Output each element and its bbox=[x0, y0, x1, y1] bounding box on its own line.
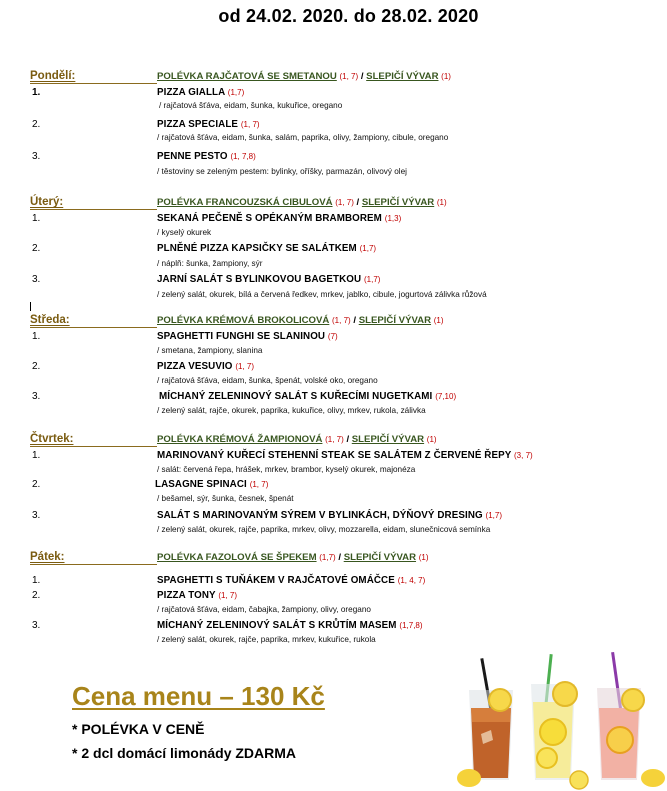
dish-name: PIZZA SPECIALE bbox=[157, 119, 239, 130]
dish-name: PIZZA GIALLA bbox=[157, 87, 225, 98]
dish-description: / zelený salát, okurek, bílá a červená ředkev, mrkev, jablko, cibule, jogurtová zálivka růžová bbox=[157, 290, 487, 299]
text-cursor bbox=[30, 302, 31, 311]
soup-separator: / bbox=[356, 197, 360, 208]
dish-description: / bešamel, sýr, šunka, česnek, špenát bbox=[157, 494, 294, 503]
dish-description: / kyselý okurek bbox=[157, 228, 212, 237]
dish-name: PLNĚNÉ PIZZA KAPSIČKY SE SALÁTKEM bbox=[157, 243, 357, 254]
menu-price: Cena menu – 130 Kč bbox=[72, 681, 325, 711]
day-label-thursday: Čtvrtek: bbox=[30, 433, 74, 445]
dish-number: 2. bbox=[32, 361, 41, 372]
lemonade-glass-icon bbox=[531, 682, 577, 780]
dish-name: SALÁT S MARINOVANÝM SÝREM V BYLINKÁCH, DÝŇOVÝ DRESING bbox=[157, 510, 483, 521]
note-soup-included: * POLÉVKA V CENĚ bbox=[72, 721, 205, 737]
day-label-friday: Pátek: bbox=[30, 551, 65, 563]
dish-name-tuesday-1 bbox=[157, 213, 401, 224]
dish-name: SPAGHETTI S TUŇÁKEM V RAJČATOVÉ OMÁČCE bbox=[157, 575, 395, 586]
soup-line-monday bbox=[157, 71, 451, 82]
menu-date-range bbox=[0, 6, 667, 27]
lemonade-glasses-icon bbox=[455, 650, 665, 790]
dish-name-thursday-1 bbox=[157, 450, 533, 461]
dish-description: / zelený salát, rajče, okurek, paprika, kukuřice, olivy, mrkev, rukola, zálivka bbox=[157, 406, 426, 415]
soup-line-thursday bbox=[157, 434, 437, 445]
dish-name-friday-2 bbox=[157, 590, 237, 601]
day-label-tuesday: Úterý: bbox=[30, 196, 64, 208]
day-rule-monday bbox=[30, 83, 157, 84]
soup-name: POLÉVKA RAJČATOVÁ SE SMETANOU bbox=[157, 71, 337, 82]
dish-number: 3. bbox=[32, 510, 41, 521]
dish-allergens: (1, 7) bbox=[235, 362, 255, 371]
broth-allergens: (1) bbox=[418, 553, 429, 562]
dish-number: 1. bbox=[32, 213, 41, 224]
dish-name-thursday-2 bbox=[155, 479, 268, 490]
dish-description: / náplň: šunka, žampiony, sýr bbox=[157, 259, 263, 268]
dish-allergens: (1,7) bbox=[363, 275, 381, 284]
dish-allergens: (1,7) bbox=[359, 244, 377, 253]
dish-allergens: (7,10) bbox=[435, 392, 457, 401]
dish-number: 3. bbox=[32, 620, 41, 631]
dish-number: 1. bbox=[32, 450, 41, 461]
dish-name-monday-1 bbox=[157, 87, 244, 98]
day-label-wednesday: Středa: bbox=[30, 314, 70, 326]
dish-number: 1. bbox=[32, 331, 41, 342]
soup-separator: / bbox=[346, 434, 350, 445]
iced-tea-glass-icon bbox=[469, 689, 513, 780]
dish-name-monday-3 bbox=[157, 151, 256, 162]
dish-name-wednesday-1 bbox=[157, 331, 338, 342]
dish-allergens: (1,7) bbox=[227, 88, 245, 97]
broth-name: SLEPIČÍ VÝVAR bbox=[361, 197, 435, 208]
day-rule-friday bbox=[30, 564, 157, 565]
dish-allergens: (7) bbox=[327, 332, 338, 341]
dish-name-friday-3 bbox=[157, 620, 423, 631]
dish-name: LASAGNE SPINACI bbox=[155, 479, 247, 490]
menu-date-range-text: od 24.02. 2020. do 28.02. 2020 bbox=[218, 6, 479, 26]
soup-allergens: (1, 7) bbox=[325, 435, 344, 444]
soup-name: POLÉVKA KRÉMOVÁ BROKOLICOVÁ bbox=[157, 315, 330, 326]
dish-description: / zelený salát, okurek, rajče, paprika, mrkev, olivy, mozzarella, eidam, slunečnicová semínka bbox=[157, 525, 491, 534]
dish-description: / salát: červená řepa, hrášek, mrkev, brambor, kyselý okurek, majonéza bbox=[157, 465, 416, 474]
broth-name: SLEPIČÍ VÝVAR bbox=[343, 552, 417, 563]
dish-name: PENNE PESTO bbox=[157, 151, 228, 162]
note-free-lemonade: * 2 dcl domácí limonády ZDARMA bbox=[72, 745, 297, 761]
dish-name: SEKANÁ PEČENĚ S OPÉKANÝM BRAMBOREM bbox=[157, 213, 382, 224]
dish-description: / rajčatová šťáva, eidam, čabajka, žampiony, olivy, oregano bbox=[157, 605, 371, 614]
dish-allergens: (1, 7) bbox=[218, 591, 238, 600]
dish-allergens: (1,3) bbox=[384, 214, 402, 223]
broth-name: SLEPIČÍ VÝVAR bbox=[366, 71, 439, 82]
soup-separator: / bbox=[353, 315, 357, 326]
dish-allergens: (1, 7) bbox=[249, 480, 269, 489]
dish-number: 1. bbox=[32, 87, 41, 98]
dish-name: PIZZA TONY bbox=[157, 590, 216, 601]
dish-number: 2. bbox=[32, 243, 41, 254]
dish-allergens: (3, 7) bbox=[514, 451, 533, 460]
soup-separator: / bbox=[360, 71, 364, 82]
dish-name-monday-2 bbox=[157, 119, 260, 130]
dish-description: / smetana, žampiony, slanina bbox=[157, 346, 263, 355]
soup-line-tuesday bbox=[157, 197, 447, 208]
soup-separator: / bbox=[338, 552, 342, 563]
pink-lemonade-glass-icon bbox=[597, 688, 644, 780]
dish-number: 2. bbox=[32, 119, 41, 130]
dish-number: 1. bbox=[32, 575, 41, 586]
soup-name: POLÉVKA FAZOLOVÁ SE ŠPEKEM bbox=[157, 552, 317, 563]
dish-description: / zelený salát, okurek, rajče, paprika, mrkev, kukuřice, rukola bbox=[157, 635, 376, 644]
dish-name: MÍCHANÝ ZELENINOVÝ SALÁT S KUŘECÍMI NUGETKAMI bbox=[159, 391, 433, 402]
day-label-monday: Pondělí: bbox=[30, 70, 76, 82]
dish-number: 3. bbox=[32, 391, 41, 402]
broth-allergens: (1) bbox=[441, 72, 451, 81]
soup-line-friday bbox=[157, 552, 428, 563]
dish-allergens: (1, 7) bbox=[240, 120, 260, 129]
broth-allergens: (1) bbox=[433, 316, 444, 325]
broth-allergens: (1) bbox=[426, 435, 437, 444]
dish-name: MARINOVANÝ KUŘECÍ STEHENNÍ STEAK SE SALÁTEM Z ČERVENÉ ŘEPY bbox=[157, 450, 512, 461]
dish-description: / rajčatová šťáva, eidam, šunka, kukuřice, oregano bbox=[159, 101, 343, 110]
dish-number: 3. bbox=[32, 274, 41, 285]
dish-name-tuesday-2 bbox=[157, 243, 376, 254]
soup-allergens: (1, 7) bbox=[339, 72, 359, 81]
dish-name-friday-1 bbox=[157, 575, 425, 586]
dish-name: SPAGHETTI FUNGHI SE SLANINOU bbox=[157, 331, 326, 342]
soup-allergens: (1, 7) bbox=[335, 198, 354, 207]
day-rule-thursday bbox=[30, 446, 157, 447]
dish-allergens: (1,7,8) bbox=[399, 621, 423, 630]
dish-description: / rajčatová šťáva, eidam, šunka, špenát, volské oko, oregano bbox=[157, 376, 378, 385]
dish-name: JARNÍ SALÁT S BYLINKOVOU BAGETKOU bbox=[157, 274, 362, 285]
soup-allergens: (1,7) bbox=[319, 553, 336, 562]
dish-name: PIZZA VESUVIO bbox=[157, 361, 233, 372]
broth-name: SLEPIČÍ VÝVAR bbox=[351, 434, 425, 445]
dish-allergens: (1,7) bbox=[485, 511, 502, 520]
dish-description: / těstoviny se zeleným pestem: bylinky, oříšky, parmazán, olivový olej bbox=[157, 167, 407, 176]
dish-number: 2. bbox=[32, 590, 41, 601]
broth-name: SLEPIČÍ VÝVAR bbox=[358, 315, 432, 326]
soup-name: POLÉVKA FRANCOUZSKÁ CIBULOVÁ bbox=[157, 197, 333, 208]
dish-allergens: (1, 4, 7) bbox=[397, 576, 426, 585]
broth-allergens: (1) bbox=[436, 198, 447, 207]
dish-name: MÍCHANÝ ZELENINOVÝ SALÁT S KRŮTÍM MASEM bbox=[157, 620, 397, 631]
soup-name: POLÉVKA KRÉMOVÁ ŽAMPIONOVÁ bbox=[157, 434, 323, 445]
dish-number: 2. bbox=[32, 479, 41, 490]
dish-name-tuesday-3 bbox=[157, 274, 380, 285]
soup-line-wednesday bbox=[157, 315, 443, 326]
dish-number: 3. bbox=[32, 151, 41, 162]
dish-allergens: (1, 7,8) bbox=[230, 152, 256, 161]
soup-allergens: (1, 7) bbox=[332, 316, 351, 325]
dish-name-wednesday-3 bbox=[159, 391, 456, 402]
dish-name-wednesday-2 bbox=[157, 361, 254, 372]
dish-name-thursday-3 bbox=[157, 510, 502, 521]
day-rule-tuesday bbox=[30, 209, 157, 210]
dish-description: / rajčatová šťáva, eidam, šunka, salám, paprika, olivy, žampiony, cibule, oregano bbox=[157, 133, 449, 142]
day-rule-wednesday bbox=[30, 327, 157, 328]
